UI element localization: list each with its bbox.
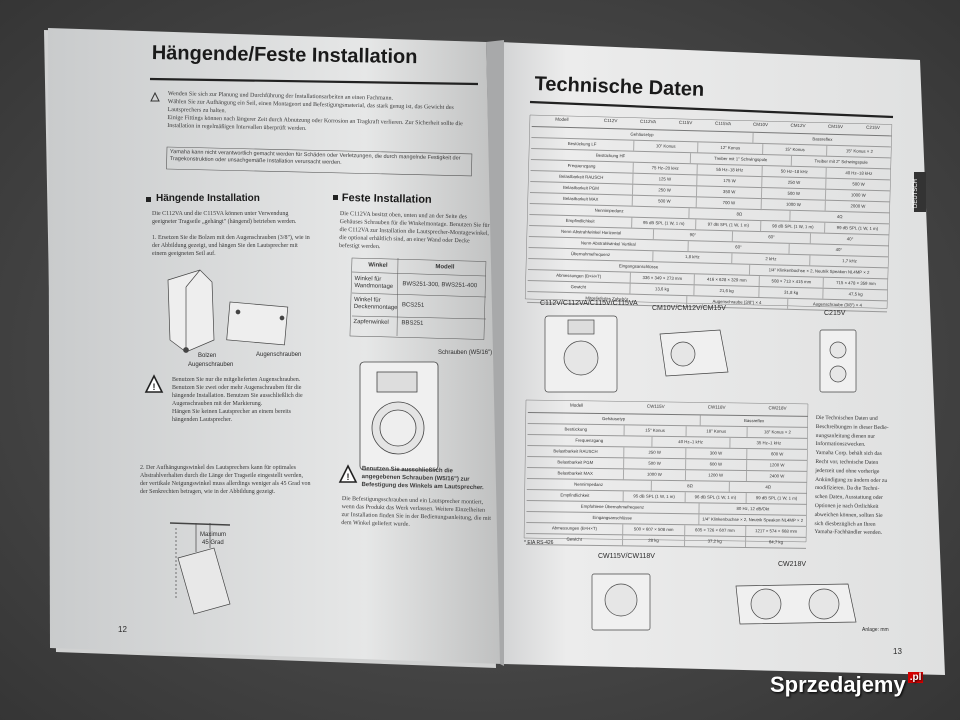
section2-bullet bbox=[333, 195, 338, 200]
spec-header-cell: C112VA bbox=[640, 118, 657, 125]
spec-table-cell: 508 × 713 × 415 mm bbox=[759, 276, 824, 288]
table-cell: BWS251-300, BWS251-400 bbox=[402, 281, 478, 290]
spec-table-cell: Eingangsanschlüsse bbox=[592, 514, 632, 521]
spec-table-cell: 336 × 349 × 273 mm bbox=[629, 273, 694, 285]
spec-table-cell: 8Ω bbox=[688, 208, 789, 221]
spec-header-cell: CW118V bbox=[707, 404, 726, 410]
spec-header-cell: CW115V bbox=[646, 403, 665, 409]
section-heading-haengend: Hängende Installation bbox=[156, 193, 260, 204]
side-paragraph-line: nungsanleitung dienen nur bbox=[815, 432, 876, 440]
table-cell: Zapfenwinkel bbox=[353, 318, 389, 326]
spec-table-cell: 600 W bbox=[746, 449, 807, 460]
spec-table-cell: 500 W bbox=[761, 188, 826, 200]
spec-table-cell: 1000 W bbox=[623, 469, 684, 480]
side-tab-label: DEUTSCH bbox=[913, 178, 919, 208]
winkel-table-text bbox=[353, 262, 489, 336]
spec-table-cell: 40° bbox=[788, 244, 889, 257]
warning-item: Wählen Sie zur Aufhängung ein Seil, einen Montageort und Befestigungsmaterial, das stark genug ist, das Gewicht des Lautsprechers zu halten. bbox=[167, 98, 454, 115]
spec-table-cell: 50 Hz–18 kHz bbox=[761, 166, 826, 178]
spec-table-1 bbox=[527, 116, 892, 312]
spec-table-cell: 605 × 726 × 607 mm bbox=[684, 525, 745, 536]
side-paragraph-line: Recht vor, technische Daten bbox=[815, 458, 879, 466]
side-paragraph-line: Informationszwecken. bbox=[815, 441, 866, 449]
spec-table-cell: Augenschraube (3/8") × 4 bbox=[686, 296, 787, 309]
table-cell: BBS251 bbox=[401, 320, 424, 327]
side-paragraph-line: Yamaha Corp. behält sich das bbox=[815, 450, 882, 458]
spec-table-cell: Bassreflex bbox=[699, 415, 807, 427]
spec-table-cell: Empfindlichkeit bbox=[565, 217, 595, 224]
left-page-title: Hängende/Feste Installation bbox=[151, 42, 418, 69]
spec-table-cell: 500 × 607 × 508 mm bbox=[623, 524, 684, 535]
spec-table-cell: Abmessungen (B×H×T) bbox=[551, 525, 598, 531]
spec-table-cell: Frequenzgang bbox=[567, 162, 596, 169]
spec-table-cell: 95 dB SPL (1 W, 1 m) bbox=[623, 491, 684, 502]
spec-table-cell: 10" Konus bbox=[633, 141, 698, 153]
warning-item: Einige Fittings können nach längerer Zeit durch Abnutzung oder Korrosion an Tragkraft verlieren. Zur Sicherheit sollte die Installation in regelmäßigen Intervallen überprüft werden. bbox=[167, 114, 463, 132]
spec-table-cell: 175 W bbox=[697, 175, 762, 187]
spec-table-cell: 40 Hz–1 kHz bbox=[651, 437, 729, 448]
section2-warning-bold: Benutzen Sie ausschließlich die angegebenen Schrauben (W5/16") zur Befestigung des Winkels am Lautsprecher. bbox=[361, 465, 484, 492]
label-augenschrauben-2: Augenschrauben bbox=[256, 352, 302, 358]
spec-table-cell: Übernahmefrequenz bbox=[570, 251, 611, 258]
spec-table-cell: Abmessungen (B×H×T) bbox=[556, 272, 602, 279]
side-paragraph-line: Beschreibungen in dieser Bedie- bbox=[815, 423, 889, 431]
spec-table-cell: 500 W bbox=[631, 196, 696, 208]
spec-table-2 bbox=[526, 402, 808, 549]
spec-table-cell: 1,7 kHz bbox=[810, 255, 889, 267]
right-page-title: Technische Daten bbox=[534, 73, 705, 101]
spec-table-cell: 40 Hz–18 kHz bbox=[826, 168, 891, 180]
spec-table-cell: Belastbarkeit RAUSCH bbox=[559, 173, 604, 180]
spec-table-cell: 2000 W bbox=[825, 201, 890, 213]
spec-table-cell: 4Ω bbox=[729, 482, 807, 493]
spec-table-cell: Nenn-Abstrahlwinkel Vertikal bbox=[580, 240, 636, 247]
spec-table-cell: 98 dB SPL (1 W, 1 m) bbox=[760, 221, 825, 233]
spec-header-cell: Modell bbox=[569, 402, 584, 408]
spec-table-cell: 250 W bbox=[632, 185, 697, 197]
side-paragraph bbox=[814, 414, 908, 538]
spec-table-cell: 250 W bbox=[624, 447, 685, 458]
spec-table-cell: 1/4" Klinkenbuchse × 2, Neutrik Speakon NL4MP × 2 bbox=[749, 265, 888, 279]
spec-table-cell: 15" Konus × 2 bbox=[827, 146, 892, 158]
spec-table-cell: 75 Hz–20 kHz bbox=[632, 163, 697, 175]
spec-table-cell: Belastbarkeit RAUSCH bbox=[553, 448, 598, 454]
spec-table-cell: Gewicht bbox=[566, 536, 583, 542]
spec-table-cell: Treiber mit 2" Schwingspule bbox=[790, 156, 891, 169]
section2-warning-text: Die Befestigungsschrauben und ein Lautsprecher montiert, wenn das Produkt das Werk verlassen. Weitere Einzelheiten zur Installation finden Sie in der Bedienungsanleitung, die mit dem Winkel geliefert wurde. bbox=[341, 495, 491, 528]
section1-bullet bbox=[146, 197, 151, 202]
right-page-number: 13 bbox=[893, 647, 902, 656]
spec-table-cell: 95 dB SPL (1 W, 1 m) bbox=[631, 218, 696, 230]
spec-table-cell: Eingangsanschlüsse bbox=[618, 263, 659, 270]
spec-table-cell: Belastbarkeit PGM bbox=[563, 184, 599, 191]
spec-table-cell: 2 kHz bbox=[731, 253, 810, 265]
spec-table-cell: 60° bbox=[688, 241, 789, 254]
spec-table-cell: Augenschraube (3/8") × 4 bbox=[787, 299, 888, 312]
spec-table-cell: 18" Konus bbox=[685, 426, 746, 437]
fixed-speaker-diagram bbox=[360, 362, 438, 470]
table-header-cell: Winkel bbox=[368, 262, 388, 269]
unit-note: Anlage: mm bbox=[862, 627, 889, 633]
spec-table-cell: Empfohlene Übernahmefrequenz bbox=[580, 503, 645, 510]
side-paragraph-line: Die Technischen Daten und bbox=[815, 414, 878, 422]
spec-table-cell: 350 W bbox=[696, 186, 761, 198]
spec-table-cell: Bestückung HF bbox=[595, 152, 626, 159]
spec-table-cell: 500 W bbox=[623, 458, 684, 469]
spec-table-cell: 715 × 478 × 359 mm bbox=[823, 278, 888, 290]
diagram-label: C215V bbox=[824, 310, 846, 317]
section1-bullets bbox=[172, 376, 307, 424]
spec-table-cell: 99 dB SPL (1 W, 1 m) bbox=[824, 223, 889, 235]
spec-table-cell: Belastbarkeit MAX bbox=[562, 195, 599, 202]
spec-table-cell: 31,8 kg bbox=[758, 287, 823, 299]
bullet-item: Benutzen Sie zwei oder mehr Augenschrauben für die hängende Installation. Benutzen Sie ausschließlich die Augenschrauben mit der Markierung. bbox=[172, 385, 303, 407]
section1-step1: 1. Ersetzen Sie die Bolzen mit den Augenschrauben (3/8"), wie in der Abbildung gezeigt, und hängen Sie den Lautsprecher mit einem geeigneten Seil auf. bbox=[152, 235, 310, 257]
spec-table-cell: 1200 W bbox=[746, 460, 807, 471]
notice-box-text: Yamaha kann nicht verantwortlich gemacht werden für Schäden oder Verletzungen, die durch mangelnde Festigkeit der Tragekonstruktion oder unsachgemäße Installation verursacht werden. bbox=[169, 149, 461, 166]
spec-table-cell: 15" Konus bbox=[624, 425, 685, 436]
spec-table-cell: Bassreflex bbox=[752, 133, 891, 147]
section1-intro: Die C112VA und die C115VA können unter Verwendung geeigneter Tragseile „gehängt" (hängend) betrieben werden. bbox=[152, 211, 297, 225]
spec-table-cell: 37,2 kg bbox=[684, 536, 745, 547]
side-paragraph-line: sich diesbezüglich an Ihren bbox=[814, 520, 876, 528]
label-augenschrauben-1: Augenschrauben bbox=[188, 362, 234, 368]
spec-table-cell: 1,8 kHz bbox=[652, 251, 731, 263]
watermark-text: Sprzedajemy bbox=[770, 672, 906, 697]
spec-table-cell: 99 dB SPL (1 W, 1 m) bbox=[745, 493, 806, 504]
spec-table-cell: Empfindlichkeit bbox=[560, 492, 590, 498]
diagram-label: CW115V/CW118V bbox=[598, 553, 655, 560]
side-paragraph-line: modifizieren. Da die Techni- bbox=[814, 485, 880, 493]
spec-table-cell: 1000 W bbox=[825, 190, 890, 202]
spec-header-cell: CM10V bbox=[753, 121, 769, 128]
watermark-brand bbox=[770, 672, 923, 698]
left-page-number: 12 bbox=[118, 625, 127, 634]
spec-table-cell: 2400 W bbox=[746, 471, 807, 482]
spec-table-cell: 96 dB SPL (1 W, 1 m) bbox=[684, 492, 745, 503]
spec-table-cell: Nennimpedanz bbox=[594, 207, 624, 214]
spec-table-cell: 21,6 kg bbox=[694, 285, 759, 297]
side-paragraph-line: jederzeit und ohne vorherige bbox=[815, 467, 880, 475]
spec-table-cell: Gewicht bbox=[570, 284, 587, 290]
spec-table-cell: 47,5 kg bbox=[823, 289, 888, 301]
spec-table-cell: 1200 W bbox=[684, 470, 745, 481]
spec-header-cell: C115VA bbox=[715, 120, 732, 127]
warning-item: Wenden Sie sich zur Planung und Durchführung der Installationsarbeiten an einen Fachmann. bbox=[167, 90, 394, 102]
table-cell: Winkel für Deckenmontage bbox=[353, 296, 398, 312]
spec-table-cell: 80 Hz, 12 dB/Okt bbox=[698, 503, 806, 515]
spec-table-cell: Belastbarkeit PGM bbox=[557, 459, 594, 465]
spec-table-cell: 250 W bbox=[761, 177, 826, 189]
spec-table-cell: 35 Hz–1 kHz bbox=[729, 438, 807, 449]
spec-table-cell: Mitgeliefertes Zubehör bbox=[585, 295, 629, 302]
spec-table-cell: 700 W bbox=[696, 197, 761, 209]
bullet-item: Hängen Sie keinen Lautsprecher an einem bereits hängenden Lautsprecher. bbox=[172, 409, 291, 423]
spec-table-cell: 8Ω bbox=[650, 481, 728, 492]
spec-table-cell: Bestückung bbox=[564, 426, 588, 432]
spec-table-cell: Belastbarkeit MAX bbox=[557, 470, 593, 476]
spec-table-cell: Nennimpedanz bbox=[574, 481, 604, 488]
spec-table-cell: 300 W bbox=[685, 448, 746, 459]
label-bolzen: Bolzen bbox=[198, 353, 217, 359]
diagram-label: CW218V bbox=[778, 561, 807, 568]
table-header-cell: Modell bbox=[435, 264, 455, 271]
spec-table-cell: 15" Konus bbox=[762, 144, 827, 156]
spec-table-cell: 1/4" Klinkenbuchse × 2, Neutrik Speakon NL4MP × 2 bbox=[698, 514, 806, 526]
side-paragraph-line: schen Daten, Ausstattung oder bbox=[814, 494, 883, 502]
spec-table-cell: 28 kg bbox=[622, 535, 683, 546]
spec-header-cell: C112V bbox=[603, 117, 618, 124]
label-45-grad: 45 Grad bbox=[202, 540, 224, 546]
spec-table-cell: Gehäusetyp bbox=[601, 416, 626, 422]
spec-table-cell: 97 dB SPL (1 W, 1 m) bbox=[695, 219, 760, 231]
side-paragraph-line: Ankündigung zu ändern oder zu bbox=[815, 476, 888, 484]
svg-text:!: ! bbox=[152, 382, 156, 392]
spec-header-cell: CM12V bbox=[790, 122, 806, 129]
spec-header-cell: C115V bbox=[678, 119, 693, 126]
side-paragraph-line: Yamaha-Fachhändler wenden. bbox=[814, 529, 883, 537]
spec-table-cell: 1000 W bbox=[761, 199, 826, 211]
spec-table-cell: 4Ω bbox=[789, 211, 890, 224]
spec-table-cell: Gehäusetyp bbox=[630, 131, 654, 138]
label-schrauben: Schrauben (W5/16") bbox=[438, 350, 493, 356]
spec-table-cell: 600 W bbox=[685, 459, 746, 470]
watermark-suffix: .pl bbox=[909, 672, 922, 683]
spec-table-cell: 60° bbox=[732, 231, 811, 243]
spec-table-cell: Bestückung LF bbox=[567, 140, 597, 147]
spec-table-cell: 40° bbox=[810, 233, 889, 245]
bullet-item: Benutzen Sie nur die mitgelieferten Augenschrauben. bbox=[172, 377, 301, 383]
spec-table-cell: 55 Hz–18 kHz bbox=[697, 164, 762, 176]
spec-table-cell: 500 W bbox=[826, 179, 891, 191]
spec-header-cell: CW218V bbox=[768, 405, 787, 411]
spec-table-cell: 64,7 kg bbox=[745, 537, 806, 548]
spec-table-cell: 125 W bbox=[632, 174, 697, 186]
section2-intro: Die C112VA besitzt oben, unten und an der Seite des Gehäuses Schrauben für die Winkelmontage. Benutzen Sie für die C112VA zur Installation die Lautsprecher-Montagewinkel, die optional erhältlich sind, an einer Wand oder Decke befestigt werden. bbox=[338, 210, 490, 251]
spec-table-cell: 18" Konus × 2 bbox=[746, 427, 807, 438]
table-cell: BCS251 bbox=[401, 302, 425, 309]
section1-step2: 2. Der Aufhängungswinkel des Lautsprechers kann für optimales Abstrahlverhalten durch die Länge der Tragseile eingestellt werden, der vertikale Neigungswinkel muss allerdings weniger als 45 Grad von der Senkrechten betragen, wie in der Abbildung gezeigt. bbox=[140, 465, 311, 495]
table-cell: Winkel für Wandmontage bbox=[354, 275, 394, 291]
spec-table-cell: 90° bbox=[653, 229, 732, 241]
spec-header-cell: CM15V bbox=[828, 123, 844, 130]
diagram-label: CM10V/CM12V/CM15V bbox=[652, 305, 726, 312]
spec-table-cell: Frequenzgang bbox=[575, 437, 604, 444]
svg-text:!: ! bbox=[346, 472, 350, 482]
spec-table-cell: Nenn-Abstrahlwinkel Horizontal bbox=[561, 228, 622, 236]
side-paragraph-line: Optionen je nach Örtlichkeit bbox=[814, 502, 879, 510]
side-paragraph-line: abweichen können, sollten Sie bbox=[814, 511, 883, 519]
footnote: * EIA RS-426 bbox=[524, 540, 554, 546]
spec-header-cell: C215V bbox=[866, 124, 881, 131]
spec-table-cell: 416 × 628 × 329 mm bbox=[694, 274, 759, 286]
section-heading-feste: Feste Installation bbox=[341, 192, 432, 206]
label-maximum: Maximum bbox=[200, 532, 227, 538]
spec-table-cell: Treiber mit 1" Schwingspule bbox=[690, 153, 791, 166]
spec-table-cell: 13,6 kg bbox=[629, 284, 694, 296]
spec-header-cell: Modell bbox=[555, 116, 569, 122]
left-warning-list bbox=[167, 90, 483, 137]
spec-table-cell: 1217 × 574 × 668 mm bbox=[745, 526, 806, 537]
diagram-label: C112V/C112VA/C115V/C115VA bbox=[540, 300, 638, 307]
spec-table-cell: 12" Konus bbox=[697, 142, 762, 154]
